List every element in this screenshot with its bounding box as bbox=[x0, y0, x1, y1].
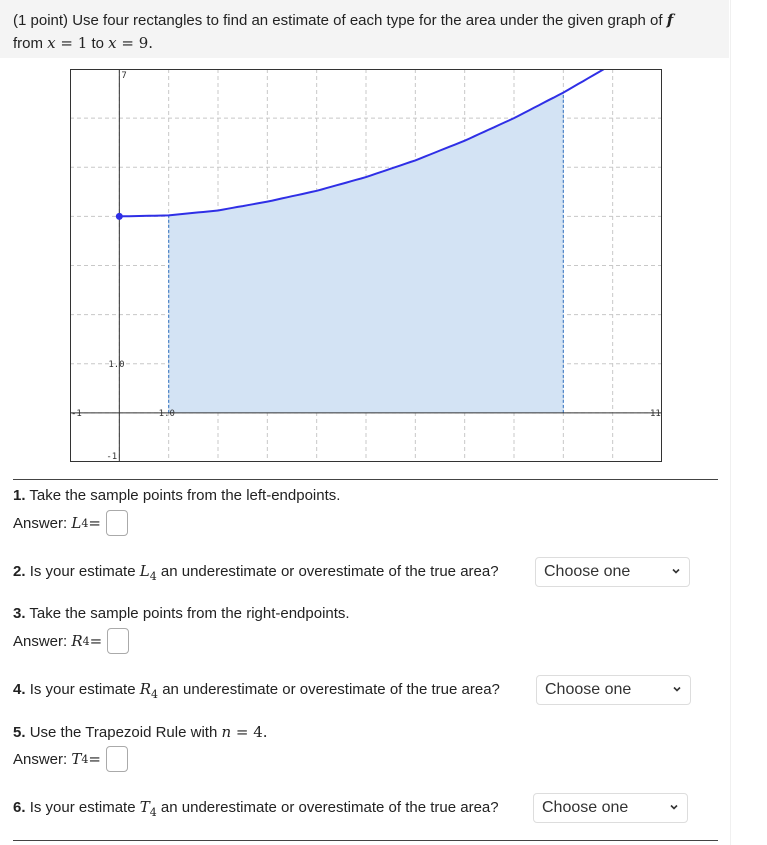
curve-start-point bbox=[116, 213, 123, 220]
question-5 bbox=[13, 723, 268, 741]
question-3 bbox=[13, 605, 350, 622]
question-5-pre: Use the Trapezoid Rule with bbox=[29, 724, 222, 741]
question-5-var-n: n bbox=[221, 723, 232, 741]
answer-1-symbol: L bbox=[71, 514, 82, 532]
question-4 bbox=[13, 680, 500, 701]
answer-5-row bbox=[13, 746, 128, 772]
x-tick-label-1: 1.0 bbox=[158, 408, 175, 419]
question-1-text: Take the sample points from the left-endpoints. bbox=[29, 487, 341, 504]
chevron-down-icon bbox=[672, 684, 682, 694]
question-1 bbox=[13, 487, 340, 504]
question-4-select-value: Choose one bbox=[545, 681, 632, 698]
y-tick-label-top: 7 bbox=[121, 71, 127, 81]
question-4-subscript: 4 bbox=[151, 688, 159, 701]
chevron-down-icon bbox=[671, 566, 681, 576]
question-4-post: an underestimate or overestimate of the true area? bbox=[158, 681, 500, 698]
divider-bottom bbox=[13, 840, 718, 841]
question-3-text: Take the sample points from the right-endpoints. bbox=[29, 605, 350, 622]
question-5-number: 5. bbox=[13, 724, 26, 741]
question-6-symbol: T bbox=[139, 798, 150, 816]
question-2-number: 2. bbox=[13, 563, 26, 580]
graph-svg bbox=[70, 69, 662, 462]
question-4-symbol: R bbox=[139, 680, 152, 698]
answer-1-label: Answer: bbox=[13, 514, 68, 532]
question-6-post: an underestimate or overestimate of the true area? bbox=[156, 799, 499, 816]
intro-var-x2: x bbox=[108, 34, 117, 52]
chevron-down-icon bbox=[669, 802, 679, 812]
question-4-select[interactable] bbox=[536, 675, 691, 705]
question-6-subscript: 4 bbox=[149, 806, 157, 819]
answer-5-subscript: 4 bbox=[81, 752, 89, 766]
answer-1-subscript: 4 bbox=[81, 516, 89, 530]
y-tick-label-neg: -1 bbox=[106, 452, 118, 462]
question-2 bbox=[13, 562, 499, 583]
question-2-post: an underestimate or overestimate of the true area? bbox=[156, 563, 499, 580]
question-6-select-value: Choose one bbox=[542, 799, 629, 816]
question-5-n-value: = 4. bbox=[231, 723, 268, 741]
answer-5-label: Answer: bbox=[13, 750, 68, 768]
x-tick-label-right: 11 bbox=[650, 408, 661, 419]
y-tick-label-1: 1.0 bbox=[108, 359, 125, 370]
answer-1-row bbox=[13, 510, 128, 536]
question-2-select-value: Choose one bbox=[544, 563, 631, 580]
answer-3-subscript: 4 bbox=[82, 634, 90, 648]
answer-5-equals: = bbox=[88, 750, 101, 768]
intro-function-symbol: f bbox=[666, 11, 674, 29]
question-6-number: 6. bbox=[13, 799, 26, 816]
question-4-pre: Is your estimate bbox=[29, 681, 140, 698]
answer-3-input[interactable] bbox=[107, 628, 129, 654]
question-3-number: 3. bbox=[13, 605, 26, 622]
question-1-number: 1. bbox=[13, 487, 26, 504]
answer-1-input[interactable] bbox=[106, 510, 128, 536]
answer-3-label: Answer: bbox=[13, 632, 68, 650]
answer-1-equals: = bbox=[88, 514, 101, 532]
question-2-symbol: L bbox=[139, 562, 150, 580]
x-tick-label-neg: -1 bbox=[71, 408, 82, 419]
intro-var-x1: x bbox=[47, 34, 56, 52]
answer-5-input[interactable] bbox=[106, 746, 128, 772]
function-graph bbox=[70, 69, 662, 462]
answer-3-row bbox=[13, 628, 129, 654]
question-2-pre: Is your estimate bbox=[29, 563, 140, 580]
intro-from: from bbox=[13, 35, 48, 52]
question-4-number: 4. bbox=[13, 681, 26, 698]
question-2-select[interactable] bbox=[535, 557, 690, 587]
question-6 bbox=[13, 798, 499, 819]
divider-top bbox=[13, 479, 718, 480]
question-2-subscript: 4 bbox=[149, 570, 157, 583]
question-6-pre: Is your estimate bbox=[29, 799, 140, 816]
intro-text: (1 point) Use four rectangles to find an estimate of each type for the area under the given graph of bbox=[13, 12, 667, 29]
question-6-select[interactable] bbox=[533, 793, 688, 823]
answer-5-symbol: T bbox=[71, 750, 82, 768]
problem-statement bbox=[13, 9, 718, 55]
intro-eq2: = 9. bbox=[116, 34, 154, 52]
answer-3-symbol: R bbox=[71, 632, 83, 650]
intro-to: to bbox=[87, 35, 109, 52]
intro-eq1: = 1 bbox=[55, 34, 88, 52]
answer-3-equals: = bbox=[89, 632, 103, 650]
